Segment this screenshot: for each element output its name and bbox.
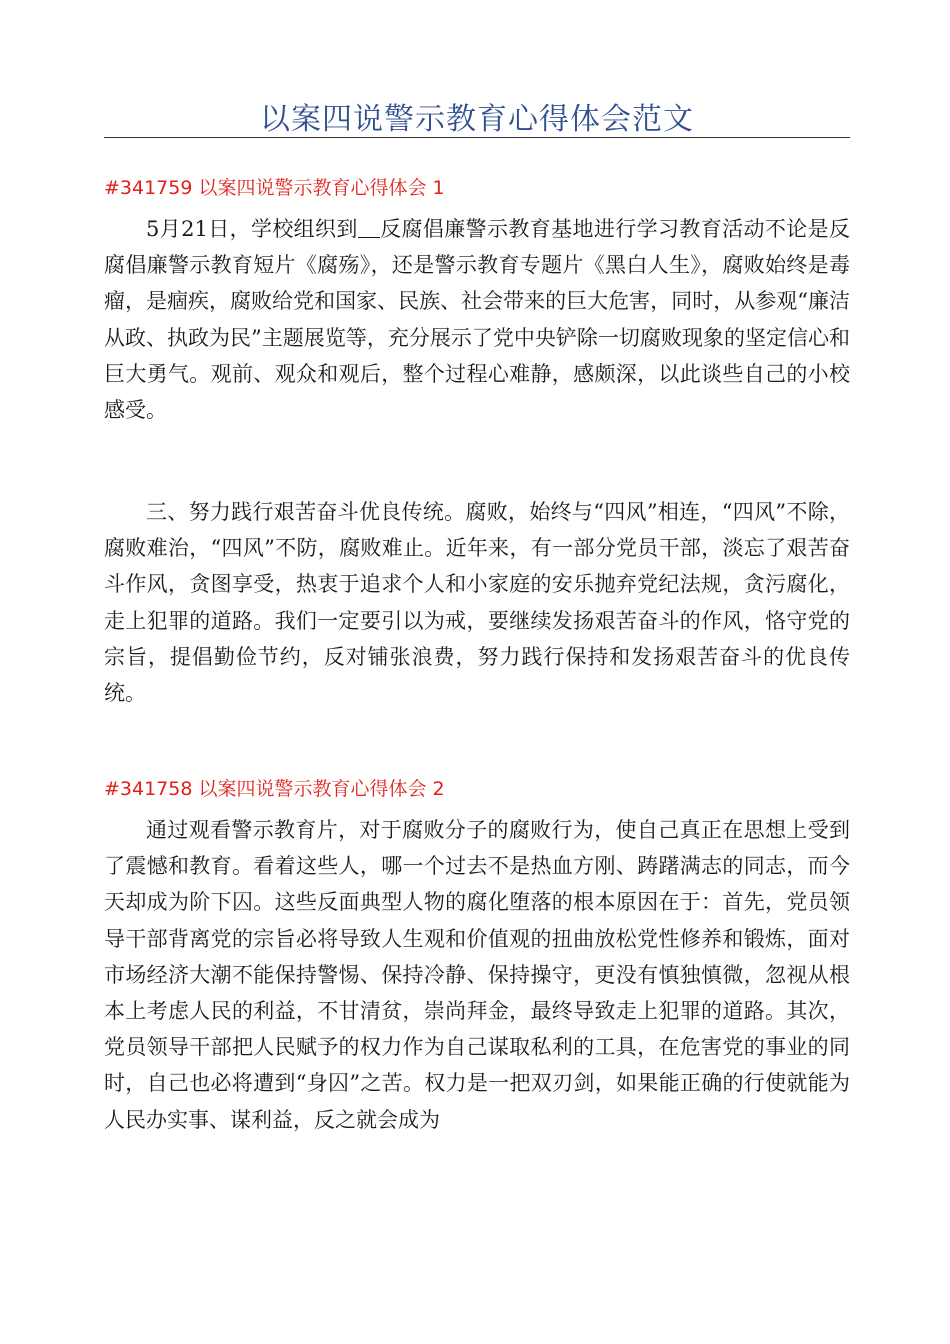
section-heading-2: #341758 以案四说警示教育心得体会 2 (104, 778, 445, 800)
title-underline (104, 137, 850, 138)
section-heading-1: #341759 以案四说警示教育心得体会 1 (104, 177, 445, 199)
paragraph-2-1: 通过观看警示教育片，对于腐败分子的腐败行为，使自己真正在思想上受到了震憾和教育。看着这些人，哪一个过去不是热血方刚、踌躇满志的同志，而今天却成为阶下囚。这些反面典型人物的腐化堕落的根本原因在于：首先，党员领导干部背离党的宗旨必将导致人生观和价值观的扭曲放松党性修养和锻炼，面对市场经济大潮不能保持警惕、保持冷静、保持操守，更没有慎独慎微，忽视从根本上考虑人民的利益，不甘清贫，崇尚拜金，最终导致走上犯罪的道路。其次，党员领导干部把人民赋予的权力作为自己谋取私利的工具，在危害党的事业的同时，自己也必将遭到“身囚”之苦。权力是一把双刃剑，如果能正确的行使就能为人民办实事、谋利益，反之就会成为 (104, 818, 850, 1132)
paragraph-1-2: 三、努力践行艰苦奋斗优良传统。腐败，始终与“四风”相连，“四风”不除，腐败难治，“四风”不防，腐败难止。近年来，有一部分党员干部，淡忘了艰苦奋斗作风，贪图享受，热衷于追求个人和小家庭的安乐抛弃党纪法规，贪污腐化，走上犯罪的道路。我们一定要引以为戒，要继续发扬艰苦奋斗的作风，恪守党的宗旨，提倡勤俭节约，反对铺张浪费，努力践行保持和发扬艰苦奋斗的优良传统。 (104, 500, 850, 706)
fill-in-blank (358, 216, 380, 238)
document-title: 以案四说警示教育心得体会范文 (260, 102, 694, 137)
paragraph-1-1-start: 5月21日，学校组织到 (146, 217, 358, 241)
paragraph-1-1-rest: 反腐倡廉警示教育基地进行学习教育活动不论是反腐倡廉警示教育短片《腐殇》，还是警示教育专题片《黑白人生》，腐败始终是毒瘤，是痼疾，腐败给党和国家、民族、社会带来的巨大危害，同时，从参观“廉洁从政、执政为民”主题展览等，充分展示了党中央铲除一切腐败现象的坚定信心和巨大勇气。观前、观众和观后，整个过程心难静，感颇深，以此谈些自己的小校感受。 (104, 217, 850, 423)
paragraph-1-1 (104, 211, 850, 428)
